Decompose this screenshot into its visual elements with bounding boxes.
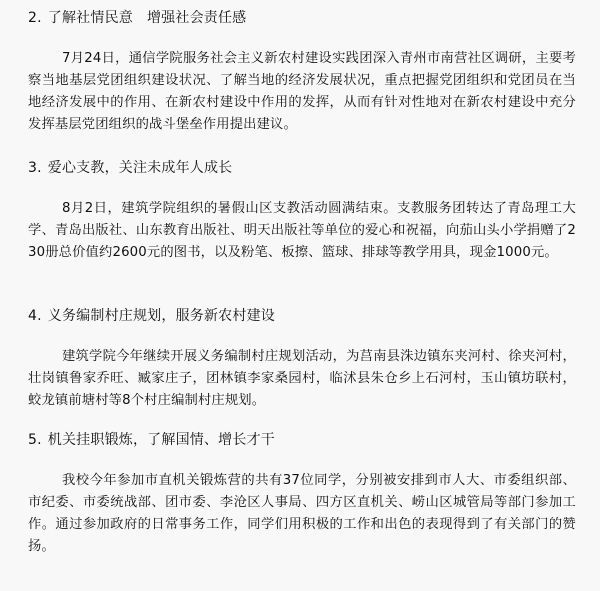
section-heading <box>28 430 576 450</box>
section-heading <box>28 158 576 178</box>
section-heading <box>28 306 576 326</box>
section-number: 5. <box>28 432 42 448</box>
section-title-part-b: 增强社会责任感 <box>146 10 247 26</box>
section-body: 我校今年参加市直机关锻炼营的共有37位同学，分别被安排到市人大、市委组织部、市纪委、市委统战部、团市委、李沧区人事局、四方区直机关、崂山区城管局等部门参加工作。通过参加政府的日常事务工作，同学们用积极的工作和出色的表现得到了有关部门的赞扬。 <box>28 473 576 554</box>
section-number: 2. <box>28 10 42 26</box>
section-5 <box>28 430 576 558</box>
section-number: 3. <box>28 160 42 176</box>
section-2 <box>28 8 576 136</box>
section-number: 4. <box>28 308 42 324</box>
section-body: 建筑学院今年继续开展义务编制村庄规划活动，为莒南县洙边镇东夹河村、徐夹河村，壮岗镇鲁家乔旺、臧家庄子，团林镇李家桑园村，临沭县朱仓乡上石河村，玉山镇坊联村，蛟龙镇前塘村等8个村庄编制村庄规划。 <box>28 349 576 408</box>
section-3 <box>28 158 576 264</box>
section-body: 7月24日，通信学院服务社会主义新农村建设实践团深入青州市南营社区调研，主要考察当地基层党团组织建设状况、了解当地的经济发展状况，重点把握党团组织和党团员在当地经济发展中的作用、在新农村建设中作用的发挥，从而有针对性地对在新农村建设中充分发挥基层党团组织的战斗堡垒作用提出建议。 <box>28 51 576 132</box>
section-heading <box>28 8 576 28</box>
section-title: 机关挂职锻炼，了解国情、增长才干 <box>47 432 275 448</box>
section-title: 爱心支教，关注未成年人成长 <box>47 160 233 176</box>
section-title-part-a: 了解社情民意 <box>47 10 133 26</box>
section-title: 义务编制村庄规划，服务新农村建设 <box>47 308 275 324</box>
section-body: 8月2日，建筑学院组织的暑假山区支教活动圆满结束。支教服务团转达了青岛理工大学、青岛出版社、山东教育出版社、明天出版社等单位的爱心和祝福，向茄山头小学捐赠了230册总价值约2600元的图书，以及粉笔、板擦、篮球、排球等教学用具，现金1000元。 <box>28 201 576 260</box>
section-4 <box>28 306 576 412</box>
